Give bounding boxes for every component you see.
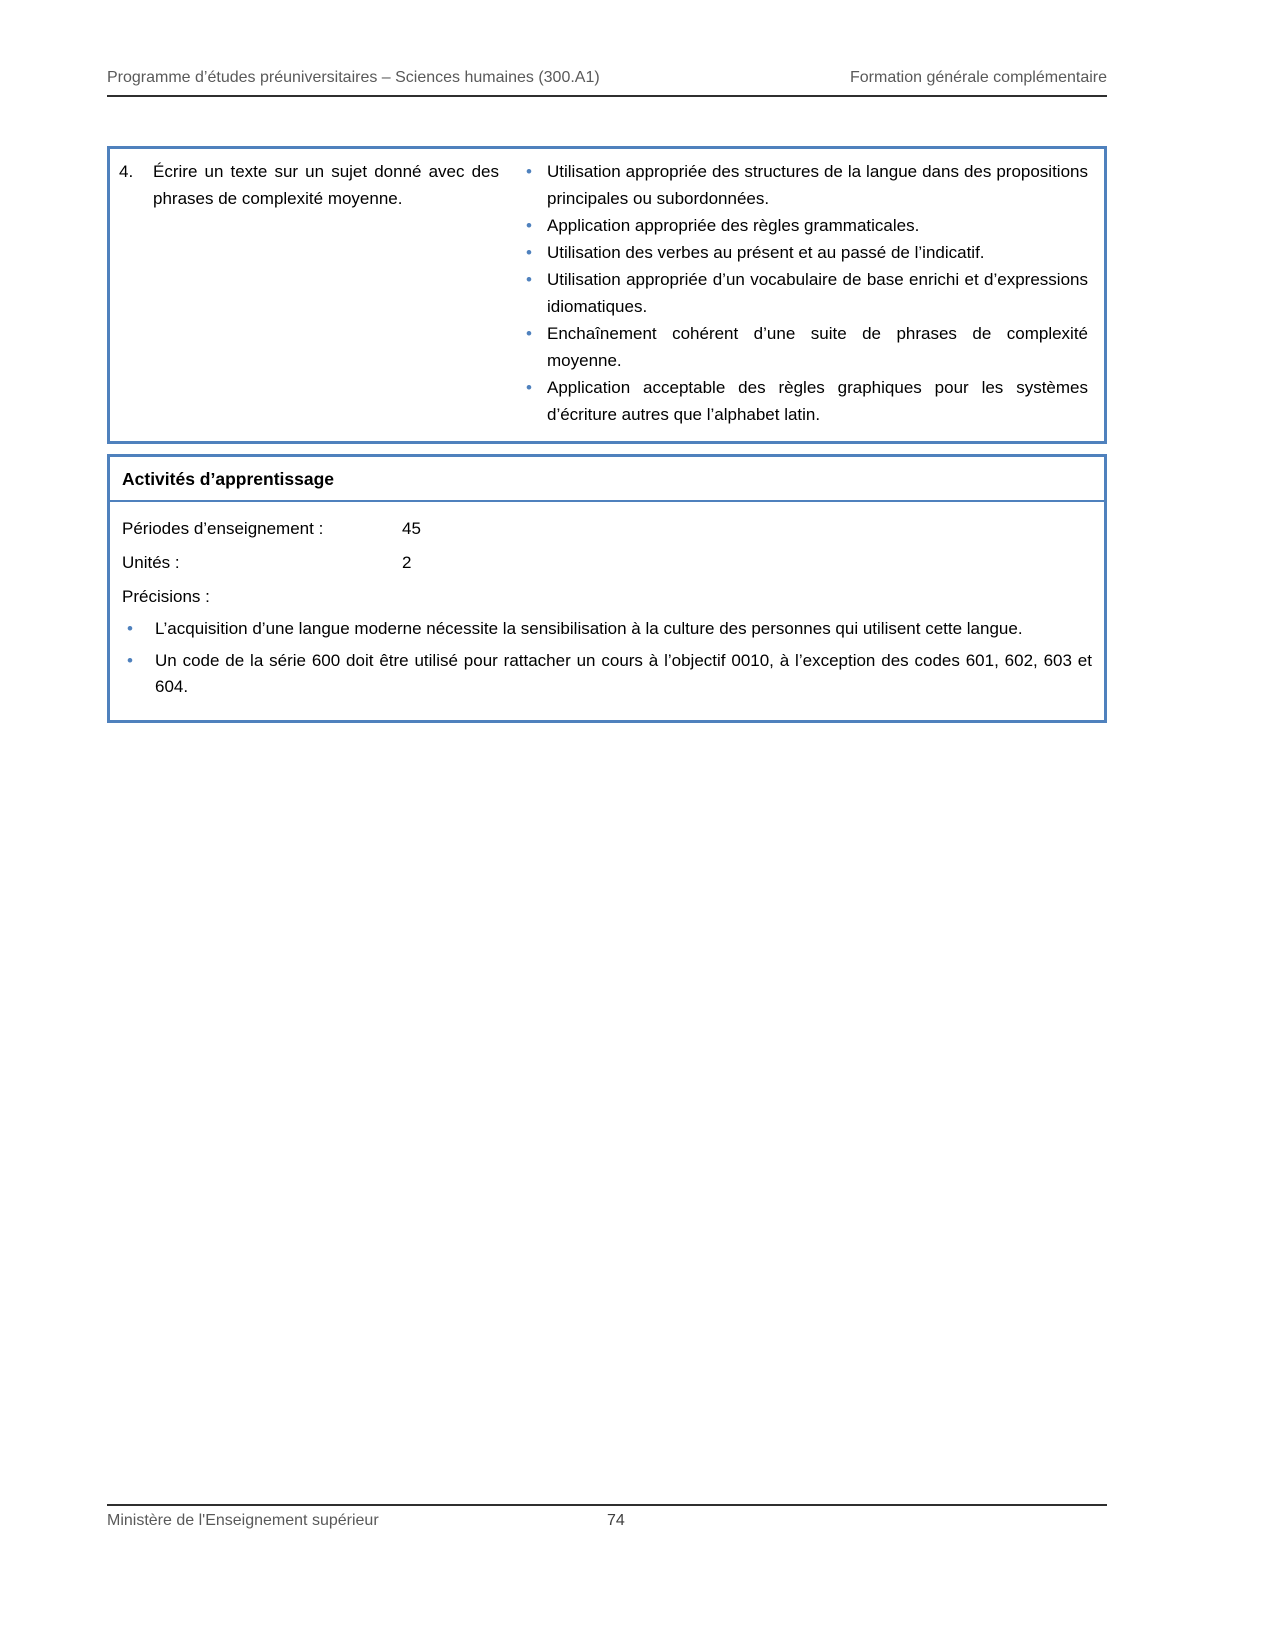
precisions-label: Précisions : xyxy=(122,587,210,606)
criterion-item xyxy=(513,212,1088,239)
page-content xyxy=(107,0,1107,723)
criterion-item xyxy=(513,320,1088,374)
bullet-icon: • xyxy=(127,651,133,670)
units-row xyxy=(122,549,1092,576)
criterion-text: Enchaînement cohérent d’une suite de phrases de complexité moyenne. xyxy=(547,324,1088,370)
criterion-text: Utilisation des verbes au présent et au passé de l’indicatif. xyxy=(547,243,985,262)
bullet-icon: • xyxy=(526,324,532,343)
header-left-title: Programme d’études préuniversitaires – Sciences humaines (300.A1) xyxy=(107,69,600,86)
precisions-row xyxy=(122,583,1092,610)
precision-text: L’acquisition d’une langue moderne nécessite la sensibilisation à la culture des personnes qui utilisent cette langue. xyxy=(155,619,1023,638)
criterion-item xyxy=(513,374,1088,428)
criterion-item xyxy=(513,158,1088,212)
bullet-icon: • xyxy=(526,243,532,262)
criterion-text: Utilisation appropriée des structures de la langue dans des propositions principales ou subordonnées. xyxy=(547,162,1088,208)
criterion-item xyxy=(513,266,1088,320)
activities-body xyxy=(110,502,1104,720)
bullet-icon: • xyxy=(526,162,532,181)
bullet-icon: • xyxy=(526,378,532,397)
objective-number: 4. xyxy=(119,162,134,181)
page-header xyxy=(107,0,1107,97)
header-right-title: Formation générale complémentaire xyxy=(849,69,1107,86)
page-footer xyxy=(107,1504,1107,1531)
criterion-item xyxy=(513,239,1088,266)
periods-label: Périodes d’enseignement : xyxy=(122,519,324,538)
criterion-text: Utilisation appropriée d’un vocabulaire de base enrichi et d’expressions idiomatiques. xyxy=(547,270,1088,316)
footer-page-number: 74 xyxy=(607,1512,625,1529)
activities-title: Activités d’apprentissage xyxy=(110,457,1104,502)
bullet-icon: • xyxy=(526,270,532,289)
objective-text: Écrire un texte sur un sujet donné avec des phrases de complexité moyenne. xyxy=(153,162,499,208)
precision-item xyxy=(122,648,1092,700)
units-value: 2 xyxy=(402,553,412,572)
periods-value: 45 xyxy=(402,519,421,538)
objective-cell xyxy=(110,149,513,441)
activities-box xyxy=(107,454,1107,723)
criteria-cell xyxy=(513,149,1104,441)
criterion-text: Application appropriée des règles grammaticales. xyxy=(547,216,920,235)
periods-row xyxy=(122,515,1092,542)
precision-text: Un code de la série 600 doit être utilisé pour rattacher un cours à l’objectif 0010, à l’exception des codes 601, 602, 603 et 604. xyxy=(155,651,1092,696)
units-label: Unités : xyxy=(122,553,180,572)
bullet-icon: • xyxy=(127,619,133,638)
bullet-icon: • xyxy=(526,216,532,235)
precision-item xyxy=(122,616,1092,642)
criterion-text: Application acceptable des règles graphiques pour les systèmes d’écriture autres que l’alphabet latin. xyxy=(547,378,1088,424)
objective-table xyxy=(107,146,1107,444)
footer-ministry: Ministère de l'Enseignement supérieur xyxy=(107,1512,379,1529)
